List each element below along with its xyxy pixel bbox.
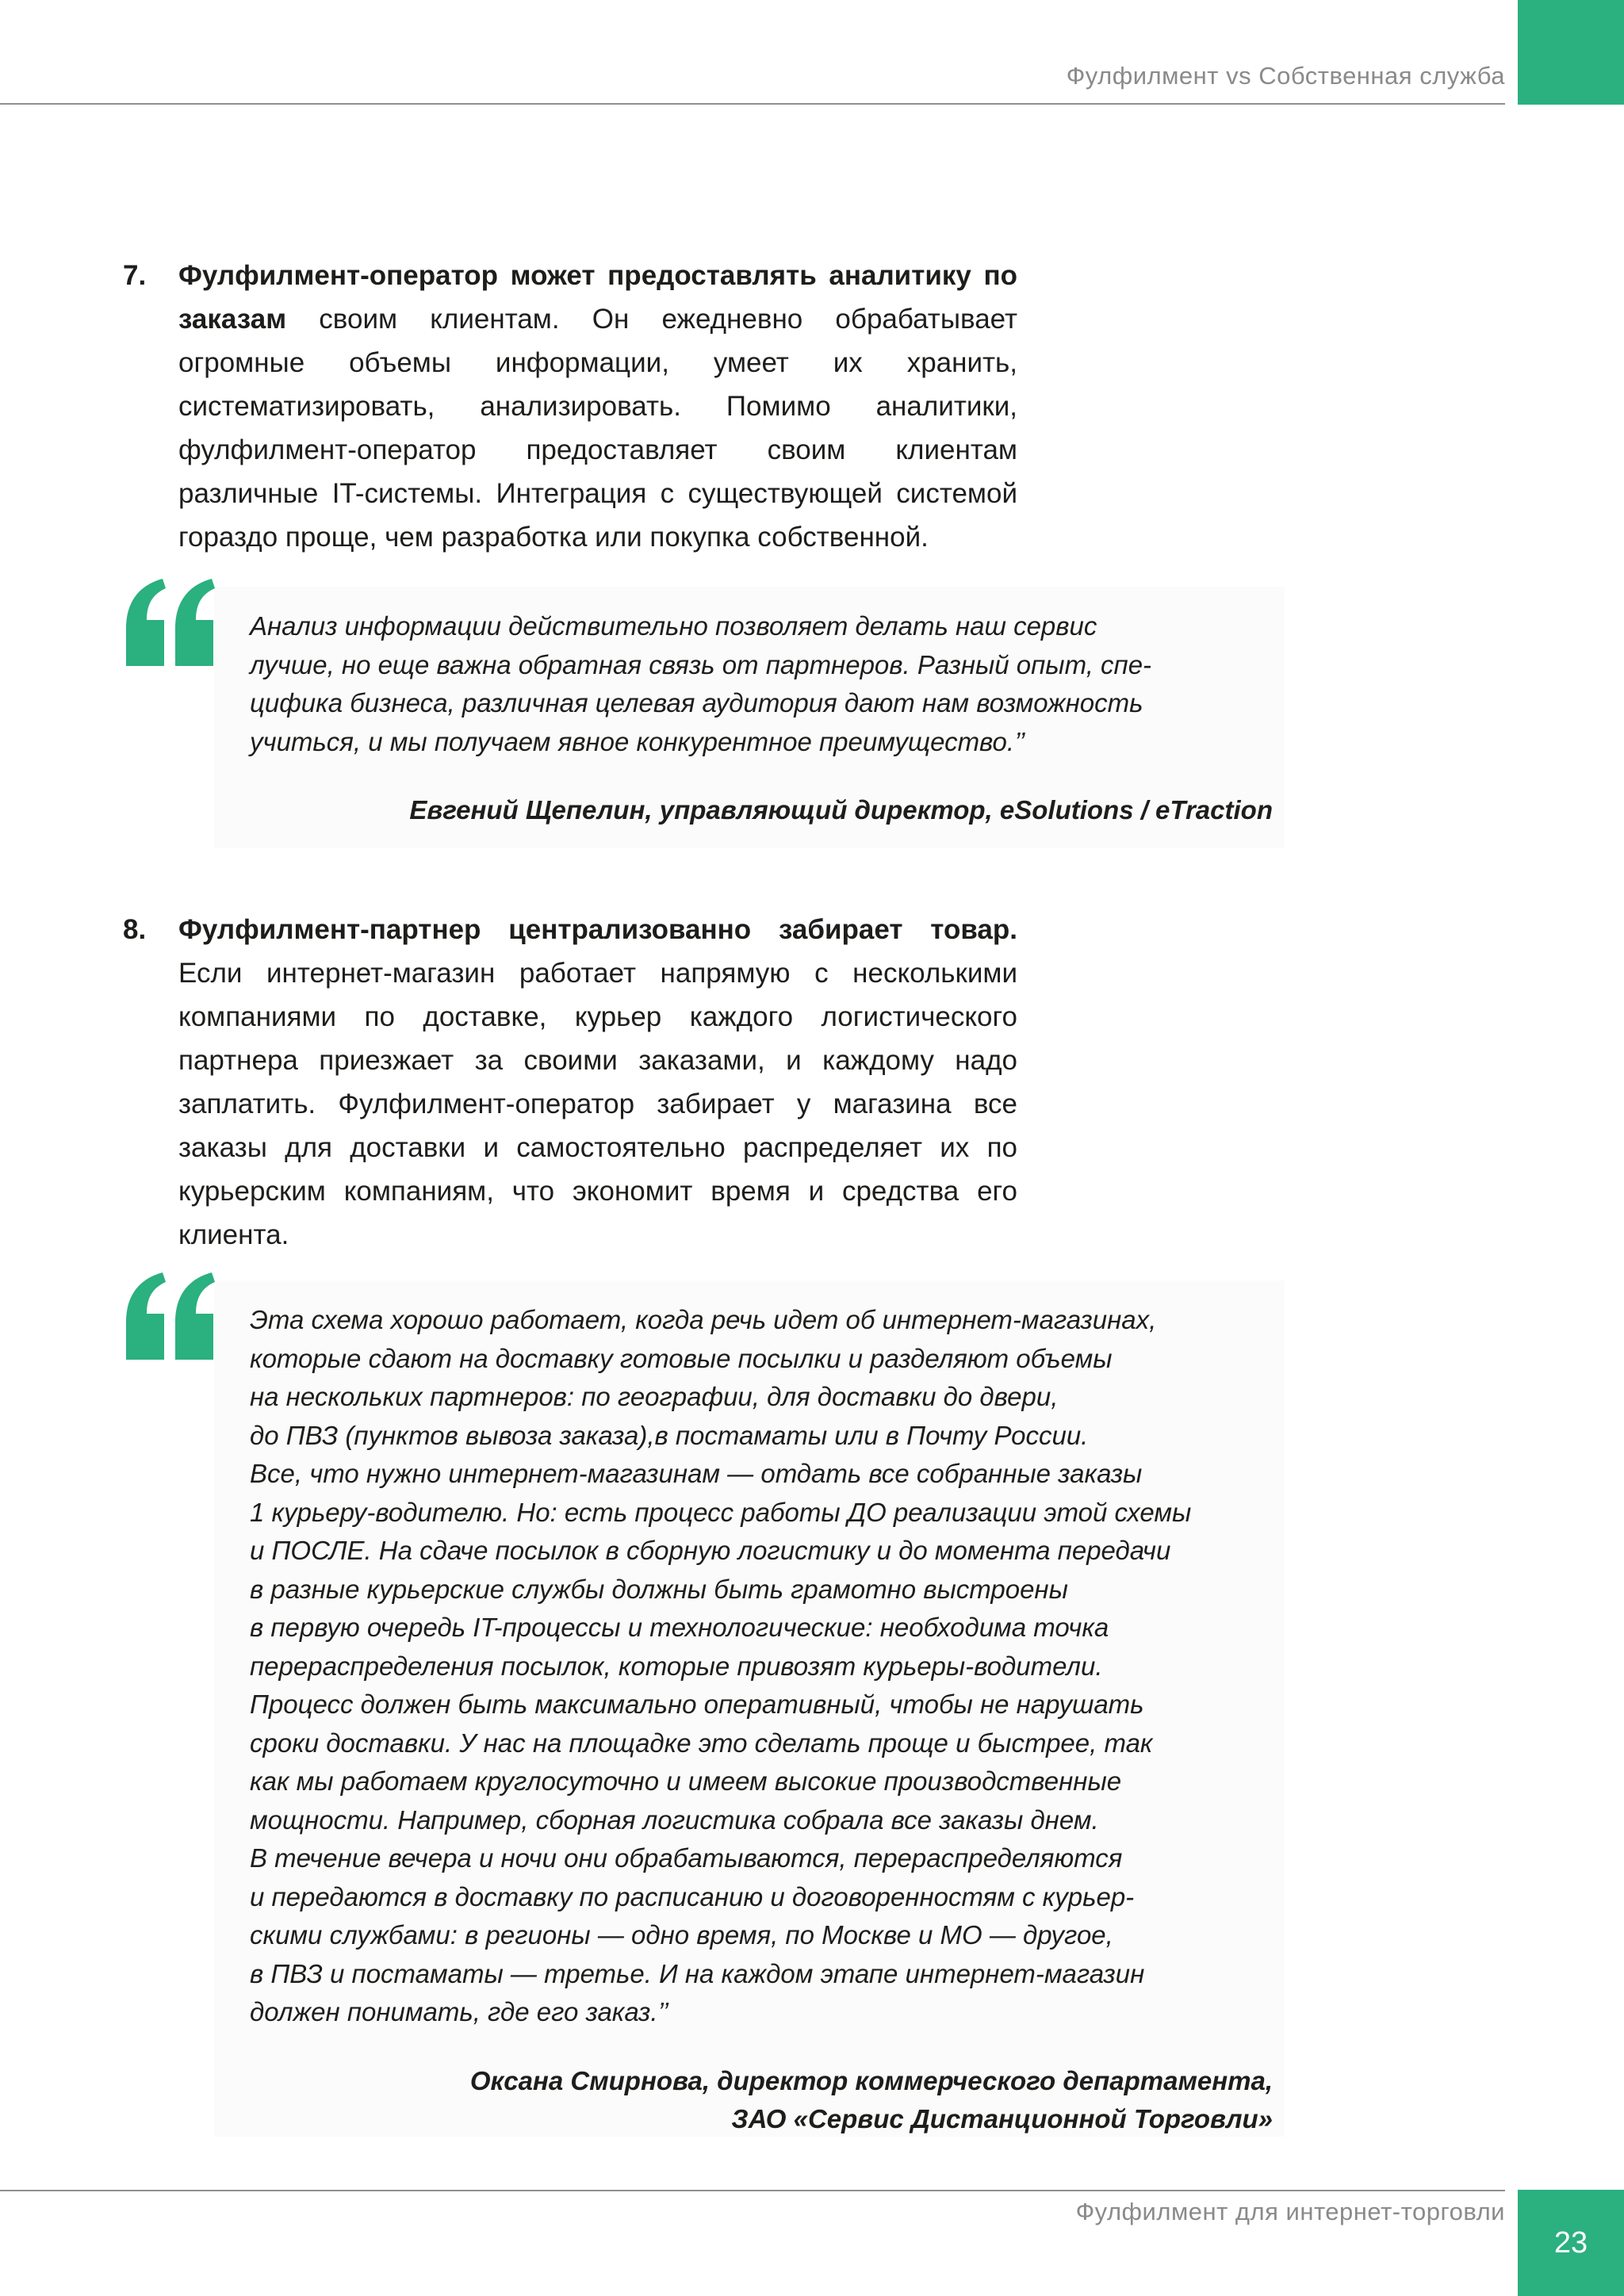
quote-text: Анализ информации действительно позволяет делать наш сервис лучше, но еще важна обратная связь от партнеров. Разный опыт, спе- цифика бизнеса, различная целевая аудитория дают нам возможность учиться, и мы получаем явное конкурентное преимущество.’’ [250,611,1152,756]
list-item-body [178,908,1017,1257]
header-divider [0,103,1505,105]
list-item-text: своим клиентам. Он ежедневно обрабатывает огромные объемы информации, умеет их хранить, систематизировать, анализировать. Помимо аналитики, фулфилмент-оператор предоставляет своим клиентам различные IT-системы. Интеграция с существующей системой гораздо проще, чем разработка или покупка собственной. [178,304,1017,553]
running-header: Фулфилмент vs Собственная служба [1066,62,1505,90]
list-item-number: 8. [123,914,147,945]
list-item-lead: Фулфилмент-партнер централизованно забирает товар. [178,914,1017,945]
list-item-lead: Фулфилмент-оператор может предоставлять аналитику по заказам [178,260,1017,335]
quote-mark-icon [123,579,218,666]
list-item-number: 7. [123,260,147,291]
pull-quote [123,1272,1273,2138]
running-footer: Фулфилмент для интернет-торговли [1075,2198,1505,2225]
quote-attribution: Евгений Щепелин, управляющий директор, eSolutions / eTraction [409,795,1273,825]
page-number: 23 [1518,2190,1624,2296]
header-accent-block [1518,0,1624,105]
quote-text: Эта схема хорошо работает, когда речь идет об интернет-магазинах, которые сдают на доставку готовые посылки и разделяют объемы на нескольких партнеров: по географии, для доставки до двери, до ПВЗ (пунктов вывоза заказа),в постаматы или в Почту России. Все, что нужно интернет-магазинам — отдать все собранные заказы 1 курьеру-водителю. Но: есть процесс работы ДО реализации этой схемы и ПОСЛЕ. На сдаче посылок в сборную логистику и до момента передачи в разные курьерские службы должны быть грамотно выстроены в первую очередь IT-процессы и технологические: необходима точка перераспределения посылок, которые привозят курьеры-водители. Процесс должен быть максимально оперативный, чтобы не нарушать сроки доставки. У нас на площадке это сделать проще и быстрее, так как мы работаем круглосуточно и имеем высокие производственные мощности. Например, сборная логистика собрала все заказы днем. В течение вечера и ночи они обрабатываются, перераспределяются и передаются в доставку по расписанию и договоренностям с курьер- скими службами: в регионы — одно время, по Москве и МО — другое, в ПВЗ и постаматы — третье. И на каждом этапе интернет-магазин должен понимать, где его заказ.’’ [250,1305,1192,2026]
quote-attribution: Оксана Смирнова, директор коммерческого департамента, ЗАО «Сервис Дистанционной Торговли» [469,2065,1273,2133]
list-item-8 [123,908,1017,1257]
list-item-body [178,254,1017,559]
footer-divider [0,2190,1505,2191]
pull-quote [123,579,1273,829]
list-item-text: Если интернет-магазин работает напрямую с несколькими компаниями по доставке, курьер каждого логистического партнера приезжает за своими заказами, и каждому надо заплатить. Фулфилмент-оператор забирает у магазина все заказы для доставки и самостоятельно распределяет их по курьерским компаниям, что экономит время и средства его клиента. [178,958,1017,1250]
quote-mark-icon [123,1272,218,1360]
list-item-7 [123,254,1017,559]
